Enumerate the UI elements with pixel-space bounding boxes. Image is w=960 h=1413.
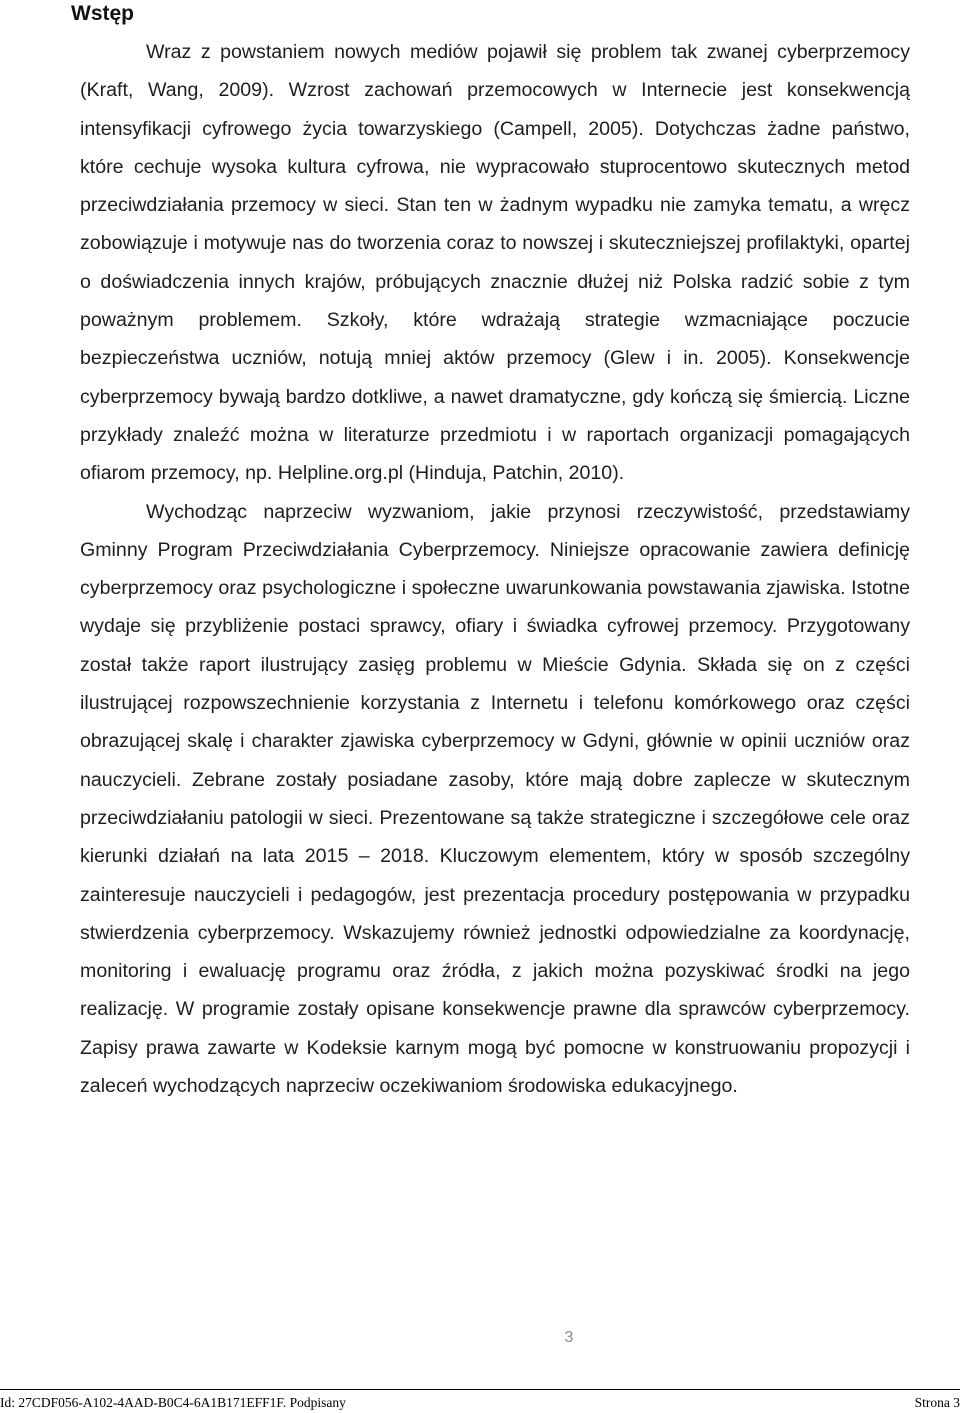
page-number: 3 <box>564 1329 574 1346</box>
footer-page-label: Strona 3 <box>914 1395 960 1410</box>
footer-signature-id: Id: 27CDF056-A102-4AAD-B0C4-6A1B171EFF1F. Podpisany <box>0 1395 346 1410</box>
footer <box>0 1393 960 1413</box>
section-heading: Wstęp <box>71 2 134 25</box>
paragraph-1: Wraz z powstaniem nowych mediów pojawił się problem tak zwanej cyberprzemocy (Kraft, Wang, 2009). Wzrost zachowań przemocowych w Internecie jest konsekwencją intensyfikacji cyfrowego życia towarzyskiego (Campell, 2005). Dotychczas żadne państwo, które cechuje wysoka kultura cyfrowa, nie wypracowało stuprocentowo skutecznych metod przeciwdziałania przemocy w sieci. Stan ten w żadnym wypadku nie zamyka tematu, a wręcz zobowiązuje i motywuje nas do tworzenia coraz to nowszej i skuteczniejszej profilaktyki, opartej o doświadczenia innych krajów, próbujących znacznie dłużej niż Polska radzić sobie z tym poważnym problemem. Szkoły, które wdrażają strategie wzmacniające poczucie bezpieczeństwa uczniów, notują mniej aktów przemocy (Glew i in. 2005). Konsekwencje cyberprzemocy bywają bardzo dotkliwe, a nawet dramatyczne, gdy kończą się śmiercią. Liczne przykłady znaleźć można w literaturze przedmiotu i w raportach organizacji pomagających ofiarom przemocy, np. Helpline.org.pl (Hinduja, Patchin, 2010). <box>80 41 910 485</box>
document-body <box>80 33 910 1105</box>
footer-divider <box>0 1389 960 1390</box>
paragraph-2: Wychodząc naprzeciw wyzwaniom, jakie przynosi rzeczywistość, przedstawiamy Gminny Program Przeciwdziałania Cyberprzemocy. Niniejsze opracowanie zawiera definicję cyberprzemocy oraz psychologiczne i społeczne uwarunkowania powstawania zjawiska. Istotne wydaje się przybliżenie postaci sprawcy, ofiary i świadka cyfrowej przemocy. Przygotowany został także raport ilustrujący zasięg problemu w Mieście Gdynia. Składa się on z części ilustrującej rozpowszechnienie korzystania z Internetu i telefonu komórkowego oraz części obrazującej skalę i charakter zjawiska cyberprzemocy w Gdyni, głównie w opinii uczniów oraz nauczycieli. Zebrane zostały posiadane zasoby, które mają dobre zaplecze w skutecznym przeciwdziałaniu patologii w sieci. Prezentowane są także strategiczne i szczegółowe cele oraz kierunki działań na lata 2015 – 2018. Kluczowym elementem, który w sposób szczególny zainteresuje nauczycieli i pedagogów, jest prezentacja procedury postępowania w przypadku stwierdzenia cyberprzemocy. Wskazujemy również jednostki odpowiedzialne za koordynację, monitoring i ewaluację programu oraz źródła, z jakich można pozyskiwać środki na jego realizację. W programie zostały opisane konsekwencje prawne dla sprawców cyberprzemocy. Zapisy prawa zawarte w Kodeksie karnym mogą być pomocne w konstruowaniu propozycji i zaleceń wychodzących naprzeciw oczekiwaniom środowiska edukacyjnego. <box>80 500 910 1098</box>
